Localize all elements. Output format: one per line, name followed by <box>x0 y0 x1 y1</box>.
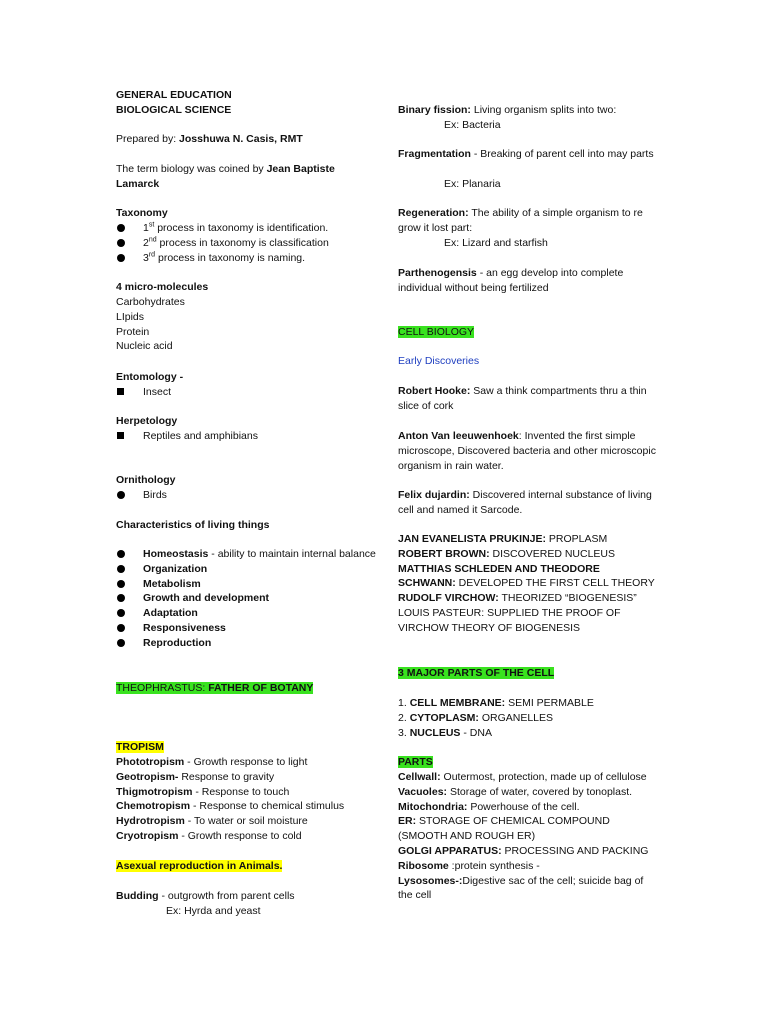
list-item: Reproduction <box>143 636 212 649</box>
major-parts-title: 3 MAJOR PARTS OF THE CELL <box>398 667 555 679</box>
list-item: 3rd process in taxonomy is naming. <box>143 251 306 264</box>
list-item: Adaptation <box>143 607 198 620</box>
list-item: Homeostasis - ability to maintain internal balance <box>143 548 376 560</box>
header-biological-science: BIOLOGICAL SCIENCE <box>116 104 232 116</box>
binary-example: Ex: Bacteria <box>444 119 501 131</box>
list-item: 2nd process in taxonomy is classification <box>143 236 329 249</box>
binary-fission: Binary fission: Living organism splits into two: <box>398 104 617 116</box>
herpetology-title: Herpetology <box>116 415 178 427</box>
parthenogenesis: Parthenogensis - an egg develop into complete individual without being fertilized <box>398 267 624 294</box>
list-item: GOLGI APPARATUS: PROCESSING AND PACKING <box>398 844 649 857</box>
list-item: Cellwall: Outermost, protection, made up of cellulose <box>398 771 647 783</box>
header-general-education: GENERAL EDUCATION <box>116 89 232 101</box>
tropism-title: TROPISM <box>116 741 164 753</box>
asexual-title: Asexual reproduction in Animals. <box>116 860 283 872</box>
list-item: LIpids <box>116 310 145 323</box>
list-item: 3. NUCLEUS - DNA <box>398 726 492 739</box>
budding-example: Ex: Hyrda and yeast <box>166 905 261 917</box>
regeneration-example: Ex: Lizard and starfish <box>444 237 548 249</box>
early-discoveries-title: Early Discoveries <box>398 355 480 367</box>
characteristics-list <box>116 547 378 651</box>
biology-coined: The term biology was coined by Jean Baptiste Lamarck <box>116 163 335 190</box>
robert-hooke: Robert Hooke: Saw a think compartments thru a thin slice of cork <box>398 385 647 412</box>
list-item: ROBERT BROWN: DISCOVERED NUCLEUS <box>398 547 616 560</box>
list-item: Vacuoles: Storage of water, covered by tonoplast. <box>398 785 633 798</box>
list-item: Responsiveness <box>143 621 226 634</box>
micro-molecules-list <box>116 295 185 354</box>
list-item: Hydrotropism - To water or soil moisture <box>116 815 308 828</box>
theophrastus-line: THEOPHRASTUS: FATHER OF BOTANY <box>116 682 314 694</box>
list-item: LOUIS PASTEUR: SUPPLIED THE PROOF OF VIRCHOW THEORY OF BIOGENESIS <box>398 606 621 634</box>
list-item: Chemotropism - Response to chemical stimulus <box>116 800 345 813</box>
list-item: Phototropism - Growth response to light <box>116 756 308 768</box>
ornithology-title: Ornithology <box>116 474 176 486</box>
list-item: Lysosomes-:Digestive sac of the cell; suicide bag of the cell <box>398 874 644 902</box>
leeuwenhoek: Anton Van leeuwenhoek: Invented the first simple microscope, Discovered bacteria and other microscopic organism in rain water. <box>398 430 656 472</box>
list-item: Mitochondria: Powerhouse of the cell. <box>398 800 580 813</box>
characteristics-title: Characteristics of living things <box>116 519 270 531</box>
major-parts-list <box>398 696 660 740</box>
micro-molecules-title: 4 micro-molecules <box>116 281 209 293</box>
list-item: Carbohydrates <box>116 296 185 308</box>
entomology-title: Entomology - <box>116 371 184 383</box>
list-item: Growth and development <box>143 592 270 605</box>
list-item: Cryotropism - Growth response to cold <box>116 829 302 842</box>
list-item: Thigmotropism - Response to touch <box>116 785 290 798</box>
felix-dujardin: Felix dujardin: Discovered internal substance of living cell and named it Sarcode. <box>398 489 652 516</box>
list-item: Birds <box>143 489 167 501</box>
list-item: JAN EVANELISTA PRUKINJE: PROPLASM <box>398 533 608 545</box>
list-item: 2. CYTOPLASM: ORGANELLES <box>398 711 554 724</box>
list-item: ER: STORAGE OF CHEMICAL COMPOUND (SMOOTH AND ROUGH ER) <box>398 815 610 843</box>
tropism-list <box>116 755 378 844</box>
parts-title: PARTS <box>398 756 433 768</box>
list-item: Organization <box>143 562 208 575</box>
taxonomy-list <box>116 221 378 265</box>
cell-biology-title: CELL BIOLOGY <box>398 326 475 338</box>
list-item: Nucleic acid <box>116 340 173 353</box>
list-item: Ribosome :protein synthesis - <box>398 859 540 872</box>
regeneration: Regeneration: The ability of a simple organism to re grow it lost part: <box>398 207 643 234</box>
list-item: 1st process in taxonomy is identification. <box>143 221 329 234</box>
list-item: Reptiles and amphibians <box>143 430 258 442</box>
parts-list <box>398 770 660 903</box>
fragmentation: Fragmentation - Breaking of parent cell into may parts <box>398 148 654 160</box>
list-item: RUDOLF VIRCHOW: THEORIZED “BIOGENESIS” <box>398 592 637 605</box>
list-item: Metabolism <box>143 577 201 590</box>
scientists-list <box>398 532 660 636</box>
fragmentation-example: Ex: Planaria <box>444 178 501 190</box>
list-item: Protein <box>116 325 150 338</box>
taxonomy-title: Taxonomy <box>116 207 168 219</box>
list-item: Insect <box>143 386 172 398</box>
list-item: 1. CELL MEMBRANE: SEMI PERMABLE <box>398 697 594 709</box>
prepared-by: Prepared by: Josshuwa N. Casis, RMT <box>116 133 303 145</box>
list-item: Geotropism- Response to gravity <box>116 770 275 783</box>
list-item: MATTHIAS SCHLEDEN AND THEODORE SCHWANN: DEVELOPED THE FIRST CELL THEORY <box>398 562 655 590</box>
budding-line: Budding - outgrowth from parent cells <box>116 890 295 902</box>
